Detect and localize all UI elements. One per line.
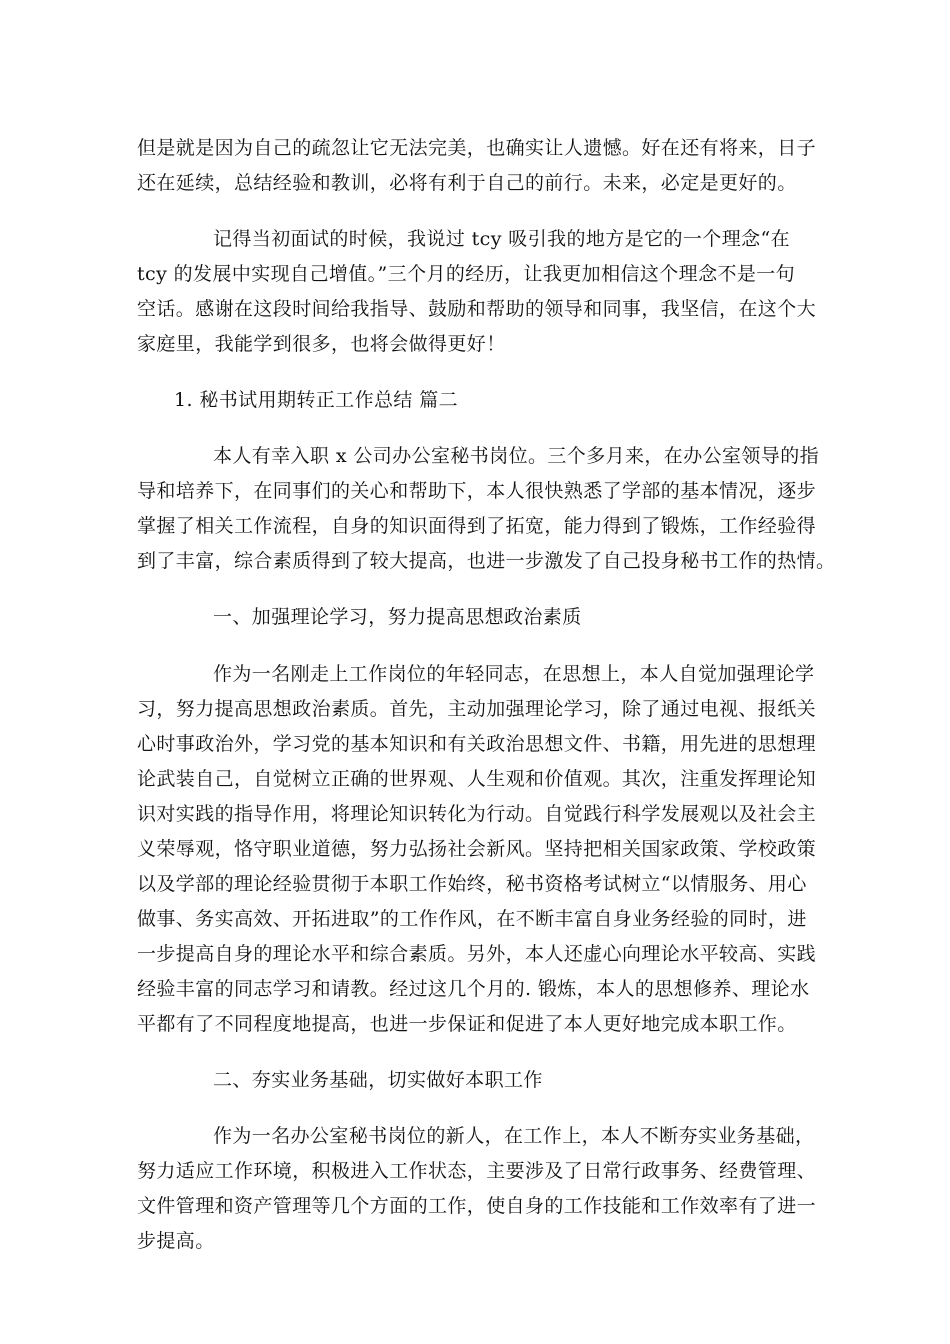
text-line: 作为一名办公室秘书岗位的新人，在工作上，本人不断夯实业务基础，	[213, 1125, 815, 1147]
text-line: tcy 的发展中实现自己增值。”三个月的经历，让我更加相信这个理念不是一句	[137, 263, 796, 285]
text-line: 还在延续，总结经验和教训，必将有利于自己的前行。未来，必定是更好的。	[137, 172, 797, 194]
text-line: 平都有了不同程度地提高，也进一步保证和促进了本人更好地完成本职工作。	[137, 1013, 797, 1035]
text-line: 一步提高自身的理论水平和综合素质。另外，本人还虚心向理论水平较高、实践	[137, 943, 817, 965]
text-line: 习，努力提高思想政治素质。首先，主动加强理论学习，除了通过电视、报纸关	[137, 698, 817, 720]
text-line: 努力适应工作环境，积极进入工作状态，主要涉及了日常行政事务、经费管理、	[137, 1160, 817, 1182]
text-line: 空话。感谢在这段时间给我指导、鼓励和帮助的领导和同事，我坚信，在这个大	[137, 298, 817, 320]
subsection-heading: 二、夯实业务基础，切实做好本职工作	[213, 1069, 543, 1091]
text-line: 家庭里，我能学到很多，也将会做得更好！	[137, 333, 506, 355]
subsection-heading: 一、加强理论学习，努力提高思想政治素质	[213, 606, 582, 628]
text-line: 掌握了相关工作流程，自身的知识面得到了拓宽，能力得到了锻炼，工作经验得	[137, 515, 817, 537]
text-line: 记得当初面试的时候，我说过 tcy 吸引我的地方是它的一个理念“在	[213, 228, 791, 250]
text-line: 但是就是因为自己的疏忽让它无法完美，也确实让人遗憾。好在还有将来，日子	[137, 137, 817, 159]
text-line: 义荣辱观，恪守职业道德，努力弘扬社会新风。坚持把相关国家政策、学校政策	[137, 838, 817, 860]
text-line: 导和培养下，在同事们的关心和帮助下，本人很快熟悉了学部的基本情况，逐步	[137, 480, 817, 502]
text-line: 文件管理和资产管理等几个方面的工作，使自身的工作技能和工作效率有了进一	[137, 1195, 817, 1217]
text-line: 做事、务实高效、开拓进取”的工作作风，在不断丰富自身业务经验的同时，进	[137, 908, 807, 930]
text-line: 识对实践的指导作用，将理论知识转化为行动。自觉践行科学发展观以及社会主	[137, 803, 817, 825]
text-line: 论武装自己，自觉树立正确的世界观、人生观和价值观。其次，注重发挥理论知	[137, 768, 817, 790]
section-heading: 1. 秘书试用期转正工作总结 篇二	[174, 389, 459, 411]
text-line: 经验丰富的同志学习和请教。经过这几个月的. 锻炼，本人的思想修养、理论水	[137, 978, 810, 1000]
text-line: 作为一名刚走上工作岗位的年轻同志，在思想上，本人自觉加强理论学	[213, 663, 815, 685]
text-line: 本人有幸入职 x 公司办公室秘书岗位。三个多月来，在办公室领导的指	[213, 445, 819, 467]
text-line: 心时事政治外，学习党的基本知识和有关政治思想文件、书籍，用先进的思想理	[137, 733, 817, 755]
text-line: 到了丰富，综合素质得到了较大提高，也进一步激发了自己投身秘书工作的热情。	[137, 550, 836, 572]
text-line: 步提高。	[137, 1230, 215, 1252]
text-line: 以及学部的理论经验贯彻于本职工作始终，秘书资格考试树立“以情服务、用心	[137, 873, 807, 895]
